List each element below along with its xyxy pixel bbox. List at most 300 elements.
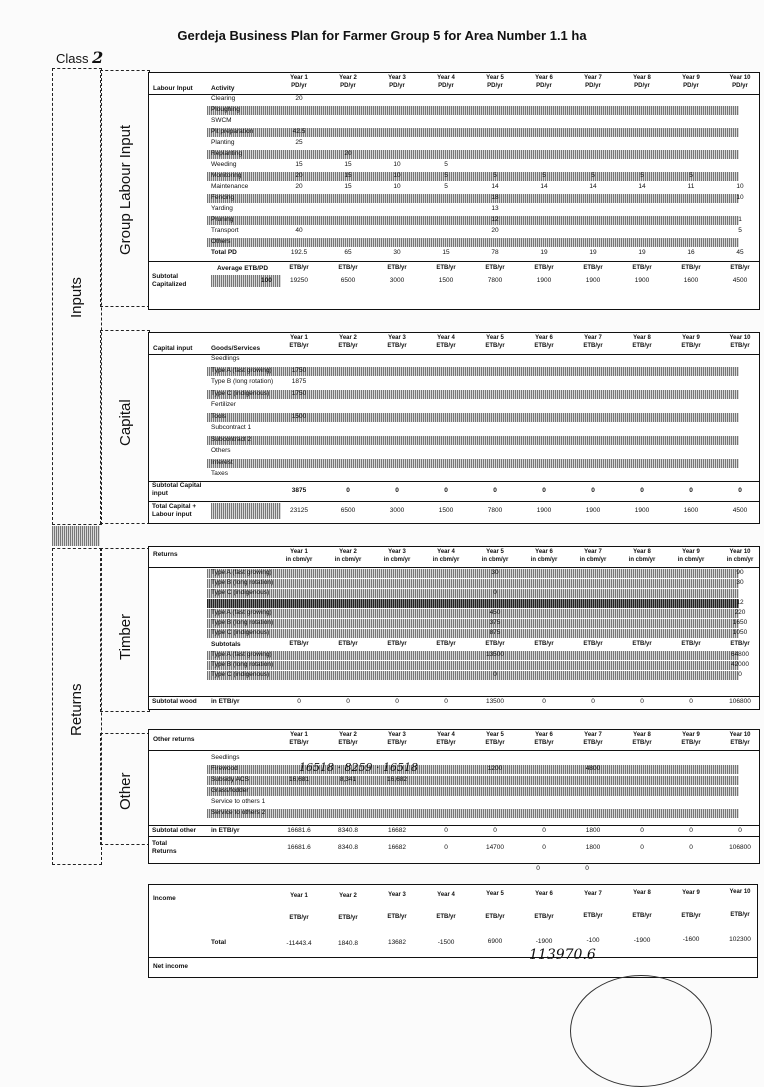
- etb-unit: ETB/yr: [289, 641, 309, 647]
- unit-header: in cbm/yr: [481, 557, 509, 563]
- income-unit-header: ETB/yr: [583, 913, 603, 920]
- activity-label: Others: [211, 238, 231, 245]
- activity-header: Activity: [211, 85, 235, 92]
- shaded-row: [207, 194, 739, 203]
- subtotal-wood-label: Subtotal wood: [152, 698, 197, 705]
- subtotal-wood-value: 0: [689, 698, 693, 705]
- subtotal-other-value: 0: [689, 827, 693, 834]
- shaded-row: [207, 809, 739, 818]
- income-year-header: Year 6: [535, 891, 553, 897]
- other-item-label: Subsidy ACS: [211, 776, 249, 783]
- subtotal-rule: [149, 481, 759, 482]
- subtotal-capitalized-value: 1600: [683, 277, 699, 284]
- year-header: Year 1: [290, 335, 308, 341]
- other-item-value: 16,682: [387, 776, 407, 783]
- unit-header: ETB/yr: [583, 343, 603, 349]
- unit-header: in cbm/yr: [285, 557, 313, 563]
- income-total-value: 1840.8: [338, 939, 358, 947]
- subtotal-capital-label: Subtotal Capital input: [152, 482, 202, 497]
- timber-sub-label: Type A (fast growing): [211, 651, 272, 658]
- shaded-row: [207, 150, 739, 159]
- total-returns-value: 0: [444, 844, 448, 851]
- unit-header: PD/yr: [291, 83, 307, 89]
- subtotal-capitalized-value: 6500: [340, 277, 356, 284]
- etb-unit: ETB/yr: [485, 641, 505, 647]
- etb-unit: ETB/yr: [632, 641, 652, 647]
- income-year-header: Year 10: [729, 889, 751, 896]
- total-capital-value: 1900: [536, 507, 552, 514]
- year-header: Year 9: [682, 549, 700, 555]
- unit-header: in cbm/yr: [628, 557, 656, 563]
- year-header: Year 4: [437, 549, 455, 555]
- unit-header: ETB/yr: [338, 740, 358, 746]
- timber-cbm-value: 30: [736, 579, 744, 586]
- unit-header: ETB/yr: [387, 343, 407, 349]
- total-capital-value: 1500: [438, 507, 454, 514]
- subtotal-wood-value: 0: [591, 698, 595, 705]
- class-number: 2: [92, 48, 104, 67]
- cell-value: 14: [638, 183, 646, 190]
- cell-value: 5: [542, 172, 546, 179]
- income-unit-header: ETB/yr: [436, 914, 456, 921]
- year-header: Year 5: [486, 75, 504, 81]
- timber-cbm-value: 0: [493, 589, 497, 596]
- cell-value: 20: [295, 95, 303, 102]
- year-header: Year 3: [388, 549, 406, 555]
- subtotal-capital-value: 0: [542, 487, 546, 494]
- cell-value: 20: [491, 227, 499, 234]
- activity-label: Maintenance: [211, 183, 249, 190]
- unit-header: ETB/yr: [730, 343, 750, 349]
- cell-value: 5: [493, 172, 497, 179]
- year-header: Year 7: [584, 732, 602, 738]
- subtotal-other-value: 0: [738, 827, 742, 834]
- subtotal-capitalized-value: 19250: [289, 277, 309, 284]
- capital-item-label: Type A (fast growing): [211, 366, 272, 374]
- subtotal-wood-value: 0: [444, 698, 448, 705]
- other-item-value: 1200: [487, 765, 503, 772]
- timber-cbm-value: 375: [489, 619, 501, 626]
- subtotal-rule: [149, 825, 759, 826]
- subtotal-rule: [149, 696, 759, 697]
- other-table: [148, 729, 760, 872]
- year-header: Year 4: [437, 75, 455, 81]
- unit-header: ETB/yr: [485, 343, 505, 349]
- goods-services-header: Goods/Services: [211, 345, 261, 352]
- cell-value: 5: [444, 183, 448, 190]
- timber-etb-value: 42000: [730, 661, 750, 668]
- unit-header: in cbm/yr: [677, 557, 705, 563]
- subtotal-capital-value: 3875: [291, 487, 307, 494]
- subtotals-label: Subtotals: [211, 641, 241, 648]
- total-returns-value: 16681.6: [287, 844, 311, 851]
- shaded-row: [207, 238, 739, 247]
- unit-header: ETB/yr: [436, 343, 456, 349]
- page-title: Gerdeja Business Plan for Farmer Group 5 for Area Number 1.1 ha: [177, 28, 587, 43]
- unit-header: in cbm/yr: [334, 557, 362, 563]
- total-returns-value: 0: [689, 844, 693, 851]
- timber-cbm-value: 1050: [732, 629, 748, 636]
- year-header: Year 6: [535, 335, 553, 341]
- year-header: Year 5: [486, 732, 504, 738]
- timber-item-label: Type C (indigenous): [211, 589, 270, 596]
- shaded-row: [207, 651, 739, 660]
- cell-value: 14: [491, 183, 499, 190]
- activity-label: Replanting: [211, 150, 243, 157]
- subtotal-capitalized-value: 1500: [438, 277, 454, 284]
- subtotal-capital-value: 0: [493, 487, 497, 494]
- subtotal-wood-value: 106800: [729, 698, 751, 705]
- cell-value: 5: [444, 161, 448, 168]
- subtotal-other-unit: in ETB/yr: [211, 827, 240, 834]
- subtotal-capital-value: 0: [591, 487, 595, 494]
- income-total-value: -1500: [437, 938, 455, 946]
- income-year-header: Year 3: [388, 892, 406, 899]
- net-income-label: Net income: [153, 963, 189, 970]
- total-rule: [149, 501, 759, 502]
- activity-label: Pruning: [211, 216, 234, 223]
- subtotal-rule: [149, 261, 759, 262]
- year-header: Year 8: [633, 549, 651, 555]
- shaded-row: [207, 569, 739, 578]
- subtotal-other-value: 1800: [585, 827, 601, 834]
- unit-header: ETB/yr: [485, 740, 505, 746]
- shaded-row: [207, 629, 739, 638]
- class-text: Class: [56, 51, 89, 66]
- other-item-value: 4800: [585, 765, 601, 772]
- cell-value: 13: [491, 205, 499, 212]
- header-rule: [149, 94, 759, 95]
- activity-label: Fencing: [211, 194, 235, 201]
- income-header: Income: [153, 895, 176, 902]
- unit-header: ETB/yr: [387, 740, 407, 746]
- subtotal-capital-value: 0: [738, 487, 742, 494]
- income-total-value: -100: [586, 937, 600, 944]
- unit-header: PD/yr: [732, 83, 748, 89]
- etb-unit: ETB/yr: [338, 265, 358, 271]
- cell-value: 20: [295, 172, 303, 179]
- cell-value: 40: [295, 227, 303, 234]
- year-header: Year 9: [682, 75, 700, 81]
- year-header: Year 10: [729, 335, 751, 341]
- subtotal-wood-unit: in ETB/yr: [211, 698, 240, 705]
- unit-header: ETB/yr: [289, 740, 309, 746]
- labour-input-header: Labour Input: [153, 85, 193, 92]
- cell-value: 12: [491, 216, 499, 223]
- activity-label: Pit preparation: [211, 128, 254, 135]
- unit-header: in cbm/yr: [530, 557, 558, 563]
- subtotal-wood-value: 13500: [485, 698, 505, 705]
- total-capital-value: 6500: [340, 507, 356, 514]
- cell-value: 5: [591, 172, 595, 179]
- etb-unit: ETB/yr: [730, 265, 750, 271]
- other-item-label: Firewood: [211, 765, 238, 772]
- avg-etb-label: Average ETB/PD: [217, 265, 269, 272]
- unit-header: ETB/yr: [289, 343, 309, 349]
- year-header: Year 3: [388, 75, 406, 81]
- subtotal-capital-value: 0: [444, 487, 448, 494]
- total-capital-value: 4500: [732, 507, 748, 514]
- unit-header: ETB/yr: [681, 343, 701, 349]
- total-pd-label: Total PD: [211, 249, 237, 256]
- timber-item-label: Type C (indigenous): [211, 629, 270, 636]
- cell-value: 10: [393, 172, 401, 179]
- unit-header: ETB/yr: [583, 740, 603, 746]
- unit-header: in cbm/yr: [383, 557, 411, 563]
- total-pd-value: 192.5: [290, 249, 308, 256]
- total-pd-value: 78: [491, 249, 499, 256]
- income-total-value: -1900: [633, 936, 651, 944]
- total-pd-value: 45: [736, 249, 744, 256]
- year-header: Year 7: [584, 75, 602, 81]
- cell-value: 20: [295, 183, 303, 190]
- returns-header: Returns: [153, 551, 178, 558]
- etb-unit: ETB/yr: [681, 641, 701, 647]
- unit-header: in cbm/yr: [432, 557, 460, 563]
- year-header: Year 2: [339, 549, 357, 555]
- subtotal-capital-value: 0: [346, 487, 350, 494]
- income-total-value: -11443.4: [286, 940, 312, 947]
- official-stamp: [570, 975, 712, 1087]
- total-pd-value: 19: [589, 249, 597, 256]
- capital-item-label: Subcontract 2: [211, 435, 252, 443]
- header-rule: [149, 567, 759, 568]
- etb-unit: ETB/yr: [436, 265, 456, 271]
- capital-input-header: Capital input: [153, 345, 193, 352]
- year-header: Year 10: [729, 75, 751, 81]
- unit-header: PD/yr: [487, 83, 503, 89]
- activity-label: Clearing: [211, 95, 236, 102]
- timber-table: [148, 546, 760, 710]
- capital-item-value: 1750: [291, 366, 307, 374]
- year-header: Year 1: [290, 75, 308, 81]
- year-header: Year 1: [290, 549, 308, 555]
- capital-item-label: Subcontract 1: [211, 424, 252, 431]
- timber-cbm-value: 30: [491, 569, 499, 576]
- unit-header: PD/yr: [340, 83, 356, 89]
- income-unit-header: ETB/yr: [289, 915, 309, 921]
- income-year-header: Year 9: [682, 889, 700, 896]
- activity-label: SWCM: [211, 117, 232, 124]
- total-pd-value: 30: [393, 249, 401, 256]
- unit-header: ETB/yr: [632, 343, 652, 349]
- year-header: Year 6: [535, 732, 553, 738]
- shaded-row: [207, 589, 739, 598]
- year-header: Year 4: [437, 732, 455, 738]
- subtotal-wood-value: 0: [395, 698, 399, 705]
- shaded-row: [207, 661, 739, 670]
- cell-value: 15: [344, 172, 352, 179]
- year-header: Year 2: [339, 732, 357, 738]
- unit-header: ETB/yr: [436, 740, 456, 746]
- subtotal-capital-value: 0: [640, 487, 644, 494]
- income-unit-header: ETB/yr: [485, 913, 505, 920]
- activity-label: Transport: [211, 227, 239, 234]
- timber-cbm-value: 875: [489, 629, 501, 636]
- unit-header: ETB/yr: [730, 740, 750, 746]
- etb-unit: ETB/yr: [485, 265, 505, 271]
- capital-item-label: Type C (indigenous): [211, 389, 270, 397]
- unit-header: PD/yr: [389, 83, 405, 89]
- unit-header: ETB/yr: [534, 343, 554, 349]
- capital-item-label: Fertilizer: [211, 401, 236, 408]
- under-total-value: 0: [536, 865, 540, 872]
- unit-header: PD/yr: [634, 83, 650, 89]
- shaded-row: [207, 609, 739, 618]
- year-header: Year 5: [486, 335, 504, 341]
- other-item-label: Service to others 2: [211, 809, 266, 816]
- cell-value: 20: [344, 150, 352, 157]
- timber-etb-value: 13500: [485, 651, 505, 658]
- income-unit-header: ETB/yr: [632, 912, 652, 919]
- year-header: Year 10: [729, 732, 751, 738]
- other-item-value: 16,681: [289, 776, 309, 783]
- total-returns-label: Total Returns: [152, 840, 177, 855]
- shaded-row: [207, 619, 739, 628]
- cell-value: 25: [295, 139, 303, 146]
- cell-value: 15: [295, 161, 303, 168]
- total-capital-label: Total Capital + Labour input: [152, 503, 197, 518]
- income-year-header: Year 7: [584, 890, 602, 897]
- income-total-label: Total: [211, 939, 227, 946]
- total-returns-value: 14700: [485, 844, 505, 851]
- total-returns-value: 0: [542, 844, 546, 851]
- subtotal-other-value: 0: [640, 827, 644, 834]
- timber-sub-label: Type C (indigenous): [211, 671, 270, 678]
- other-returns-header: Other returns: [153, 736, 195, 743]
- timber-cbm-value: 220: [734, 609, 746, 616]
- shaded-row: [207, 106, 739, 115]
- subtotal-capital-value: 0: [395, 487, 399, 494]
- timber-sub-label: Type B (long rotation): [211, 661, 274, 668]
- etb-unit: ETB/yr: [583, 641, 603, 647]
- subtotal-capitalized-value: 7800: [487, 277, 503, 284]
- subtotal-capital-value: 0: [689, 487, 693, 494]
- capital-item-label: Taxes: [211, 470, 228, 477]
- capital-table: [148, 332, 760, 524]
- cell-value: 15: [344, 161, 352, 168]
- cell-value: 5: [738, 227, 742, 234]
- etb-unit: ETB/yr: [534, 265, 554, 271]
- unit-header: ETB/yr: [534, 740, 554, 746]
- cell-value: 5: [689, 172, 693, 179]
- subtotal-capitalized-label: Subtotal Capitalized: [152, 273, 187, 288]
- year-header: Year 9: [682, 335, 700, 341]
- corner-shade: [52, 526, 100, 546]
- total-capital-value: 1900: [585, 507, 601, 514]
- unit-header: in cbm/yr: [579, 557, 607, 563]
- activity-label: Planting: [211, 139, 235, 146]
- capital-item-label: Tools: [211, 412, 227, 420]
- activity-label: Yarding: [211, 205, 233, 212]
- timber-item-label: Type B (long rotation): [211, 619, 274, 626]
- shaded-row: [207, 216, 739, 225]
- subtotal-capitalized-value: 1900: [634, 277, 650, 284]
- subtotal-capitalized-value: 3000: [389, 277, 405, 284]
- total-returns-value: 1800: [585, 844, 601, 851]
- total-pd-value: 16: [687, 249, 695, 256]
- year-header: Year 2: [339, 335, 357, 341]
- total-pd-value: 15: [442, 249, 450, 256]
- total-pd-value: 19: [638, 249, 646, 256]
- net-income-value: 113970.6: [529, 947, 596, 963]
- cell-value: 10: [393, 183, 401, 190]
- timber-label: Timber: [117, 613, 134, 660]
- income-total-value: -1600: [682, 936, 700, 943]
- year-header: Year 8: [633, 732, 651, 738]
- timber-cbm-value: 450: [489, 609, 501, 616]
- year-header: Year 3: [388, 732, 406, 738]
- group-labour-label: Group Labour Input: [117, 124, 134, 255]
- cell-value: 10: [736, 194, 744, 201]
- cell-value: 18: [491, 194, 499, 201]
- activity-label: Ploughing: [211, 106, 240, 113]
- handwritten-note: 16518 · 8259 · 16518: [299, 761, 418, 774]
- income-year-header: Year 1: [290, 893, 308, 899]
- year-header: Year 2: [339, 75, 357, 81]
- shaded-row: [207, 671, 739, 680]
- total-capital-value: 7800: [487, 507, 503, 514]
- year-header: Year 8: [633, 335, 651, 341]
- year-header: Year 6: [535, 75, 553, 81]
- income-unit-header: ETB/yr: [681, 912, 701, 919]
- year-header: Year 6: [535, 549, 553, 555]
- unit-header: ETB/yr: [338, 343, 358, 349]
- income-total-value: 102300: [729, 935, 751, 943]
- shaded-row: [207, 599, 739, 608]
- income-year-header: Year 4: [437, 891, 455, 898]
- income-unit-header: ETB/yr: [534, 913, 554, 920]
- other-item-label: Seedlings: [211, 754, 240, 761]
- timber-cbm-value: 90: [736, 569, 744, 576]
- etb-unit: ETB/yr: [583, 265, 603, 271]
- year-header: Year 4: [437, 335, 455, 341]
- unit-header: in cbm/yr: [726, 557, 754, 563]
- subtotal-capitalized-value: 1900: [536, 277, 552, 284]
- cell-value: 42.5: [292, 128, 306, 135]
- income-total-value: 13682: [387, 939, 407, 946]
- shaded-row: [207, 761, 739, 774]
- year-header: Year 9: [682, 732, 700, 738]
- other-item-label: Grass/fodder: [211, 787, 249, 794]
- capital-item-label: Interest: [211, 458, 233, 466]
- etb-unit: ETB/yr: [436, 641, 456, 647]
- income-unit-header: ETB/yr: [338, 914, 358, 921]
- unit-header: PD/yr: [683, 83, 699, 89]
- total-returns-value: 8340.8: [338, 844, 358, 851]
- subtotal-wood-value: 0: [297, 698, 301, 705]
- timber-cbm-value: 12: [736, 599, 744, 606]
- year-header: Year 7: [584, 335, 602, 341]
- income-year-header: Year 5: [486, 891, 504, 898]
- total-returns-value: 0: [640, 844, 644, 851]
- cell-value: 14: [540, 183, 548, 190]
- year-header: Year 5: [486, 549, 504, 555]
- etb-unit: ETB/yr: [730, 641, 750, 647]
- total-pd-value: 19: [540, 249, 548, 256]
- subtotal-capitalized-value: 4500: [732, 277, 748, 284]
- unit-header: PD/yr: [585, 83, 601, 89]
- cell-value: 5: [444, 172, 448, 179]
- other-label: Other: [117, 772, 134, 810]
- total-pd-value: 65: [344, 249, 352, 256]
- total-capital-value: 1600: [683, 507, 699, 514]
- capital-item-label: Type B (long rotation): [211, 378, 274, 385]
- capital-item-value: 1500: [291, 412, 307, 420]
- etb-unit: ETB/yr: [632, 265, 652, 271]
- income-total-value: -1900: [535, 937, 553, 945]
- subtotal-wood-value: 0: [346, 698, 350, 705]
